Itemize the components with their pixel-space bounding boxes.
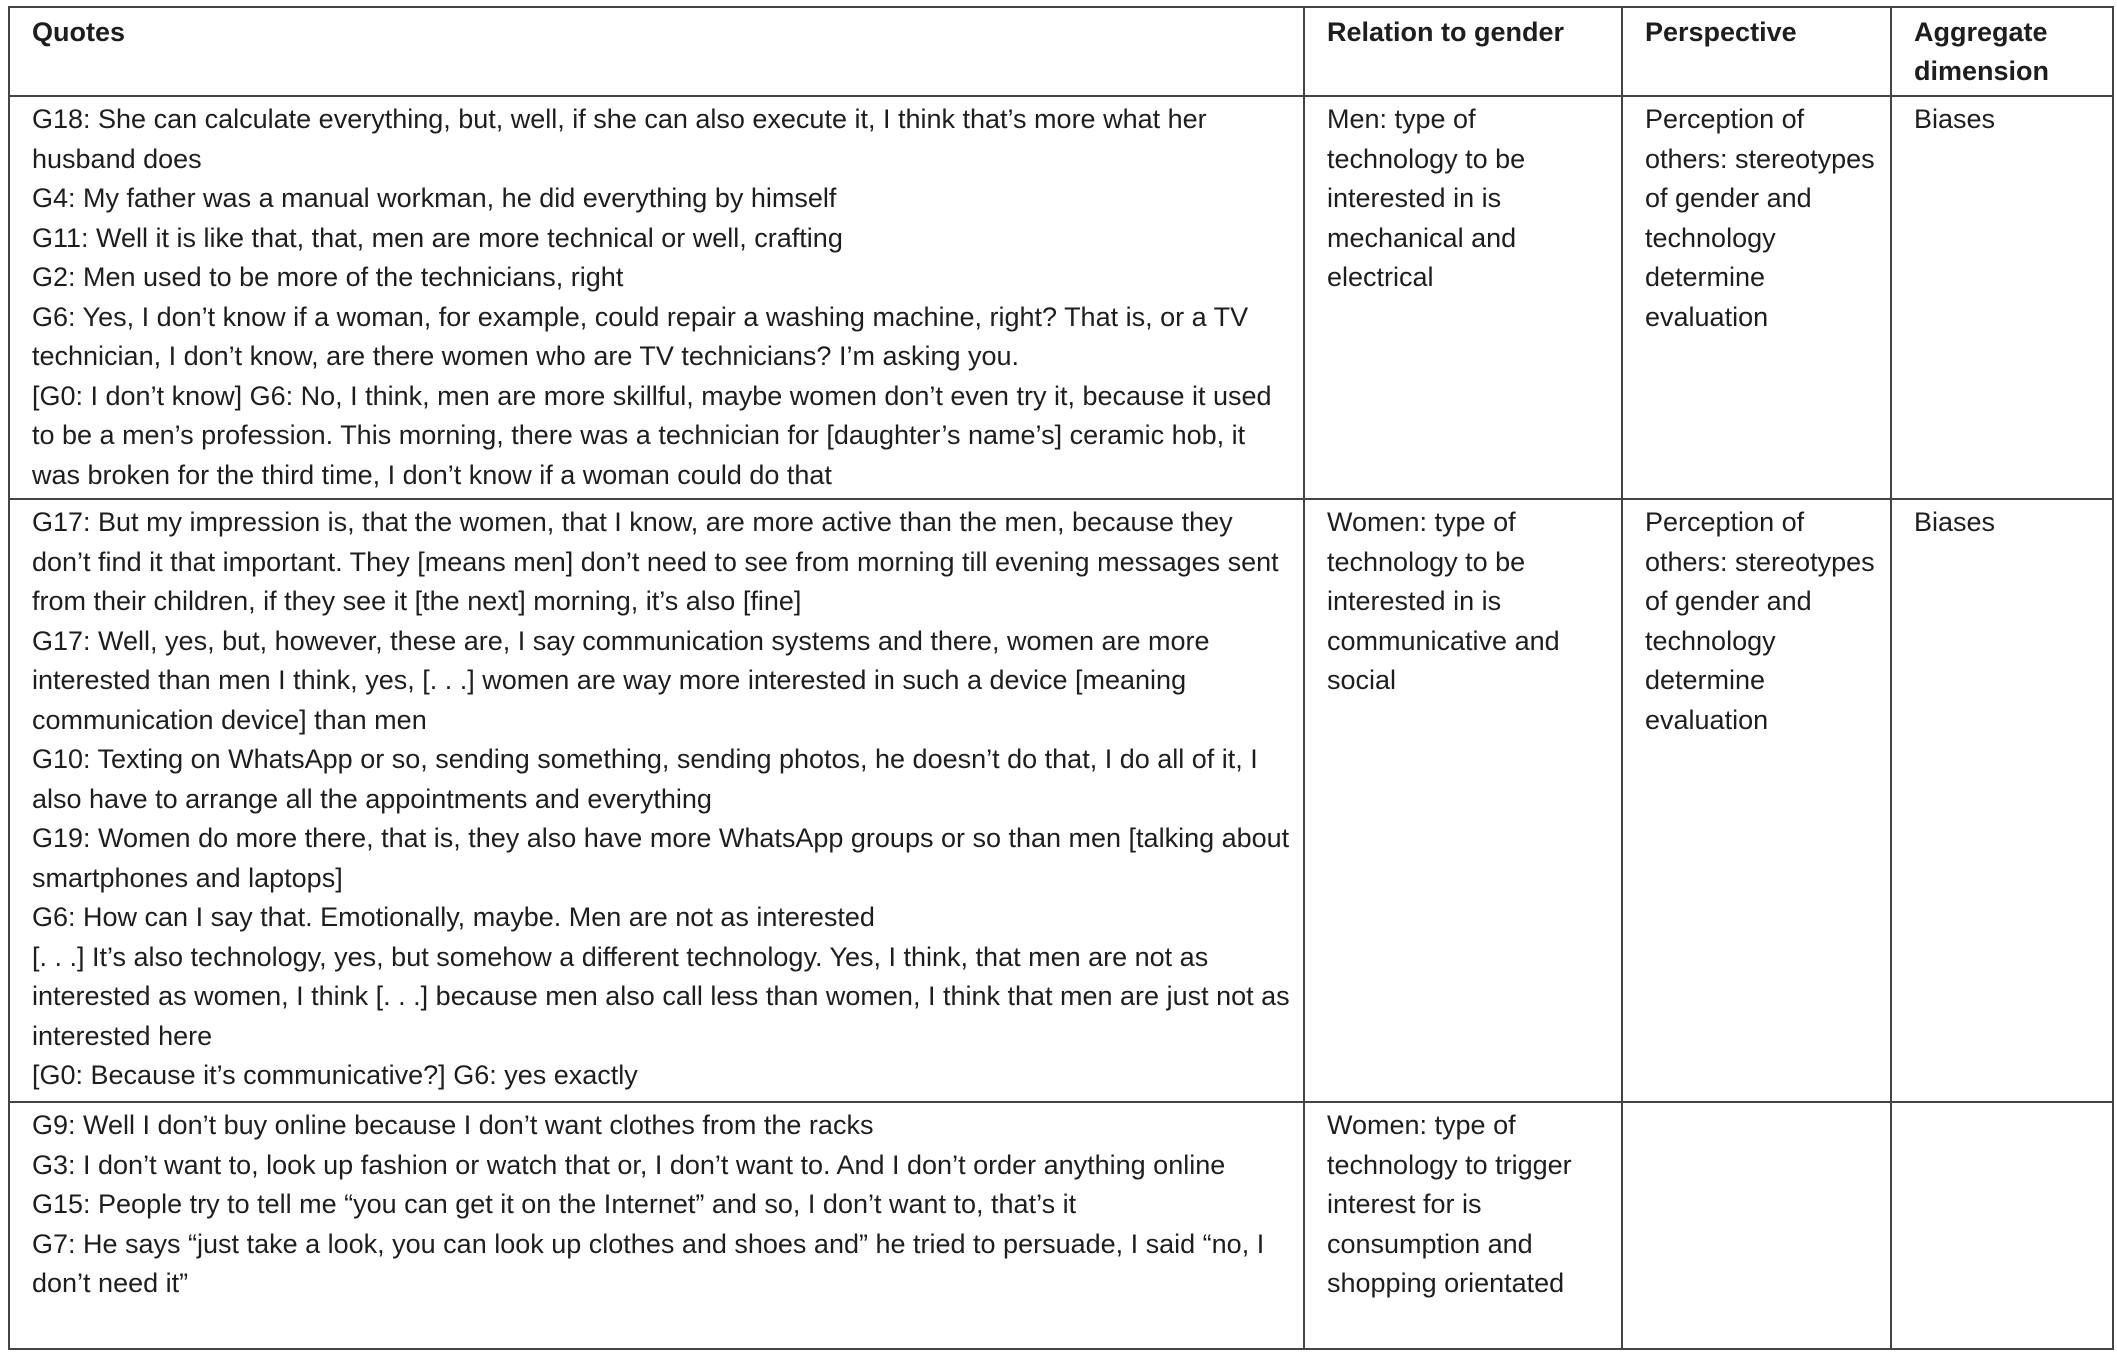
quote-line: G2: Men used to be more of the technicians, right (32, 262, 624, 292)
quote-line: G6: Yes, I don’t know if a woman, for example, could repair a washing machine, right? That is, or a TV technician, I don’t know, are there women who are TV technicians? I’m asking you. (32, 301, 1249, 371)
perspective-cell: Perception of others: stereotypes of gender and technology determine evaluation (1622, 499, 1891, 1102)
quote-line: G18: She can calculate everything, but, well, if she can also execute it, I think that’s more what her husband does (32, 104, 1207, 174)
relation-cell: Women: type of technology to trigger interest for is consumption and shopping orientated (1304, 1102, 1622, 1349)
table-header-row (9, 7, 2113, 96)
quote-line: G11: Well it is like that, that, men are more technical or well, crafting (32, 222, 843, 253)
header-quotes: Quotes (9, 7, 1304, 96)
quotes-cell (9, 1102, 1304, 1349)
quote-line: [. . .] It’s also technology, yes, but somehow a different technology. Yes, I think, that men are not as interested as women, I think [. . .] because men also call less than women, I think that men are just not as interested here (32, 941, 1290, 1051)
quote-line: G4: My father was a manual workman, he did everything by himself (32, 183, 837, 213)
table-row (9, 499, 2113, 1102)
quotes-cell (9, 96, 1304, 499)
quote-line: [G0: I don’t know] G6: No, I think, men are more skillful, maybe women don’t even try it, because it used to be a men’s profession. This morning, there was a technician for [daughter’s name’s] ceramic hob, it was broken for the third time, I don’t know if a woman could do that (32, 380, 1272, 490)
quote-line: G17: But my impression is, that the women, that I know, are more active than the men, because they don’t find it that important. They [means men] don’t need to see from morning till evening messages sent from their children, if they see it [the next] morning, it’s also [fine] (32, 507, 1279, 616)
relation-cell: Women: type of technology to be interested in is communicative and social (1304, 499, 1622, 1102)
quotes-cell (9, 499, 1304, 1102)
aggregate-cell: Biases (1891, 499, 2113, 1102)
table-row (9, 96, 2113, 499)
quote-line: [G0: Because it’s communicative?] G6: yes exactly (32, 1060, 638, 1090)
header-aggregate-dimension: Aggregate dimension (1891, 7, 2113, 96)
quote-line: G15: People try to tell me “you can get it on the Internet” and so, I don’t want to, that’s it (32, 1189, 1077, 1219)
perspective-cell: Perception of others: stereotypes of gender and technology determine evaluation (1622, 96, 1891, 499)
quote-line: G3: I don’t want to, look up fashion or watch that or, I don’t want to. And I don’t order anything online (32, 1149, 1226, 1180)
quote-line: G7: He says “just take a look, you can look up clothes and shoes and” he tried to persuade, I said “no, I don’t need it” (32, 1228, 1265, 1298)
quote-line: G10: Texting on WhatsApp or so, sending something, sending photos, he doesn’t do that, I do all of it, I also have to arrange all the appointments and everything (32, 744, 1258, 814)
header-perspective: Perspective (1622, 7, 1891, 96)
quote-line: G19: Women do more there, that is, they also have more WhatsApp groups or so than men [talking about smartphones and laptops] (32, 823, 1290, 893)
aggregate-cell: Biases (1891, 96, 2113, 499)
quote-line: G6: How can I say that. Emotionally, maybe. Men are not as interested (32, 902, 875, 932)
quote-line: G17: Well, yes, but, however, these are, I say communication systems and there, women are more interested than men I think, yes, [. . .] women are way more interested in such a device [meaning communication device] than men (32, 625, 1210, 735)
header-relation-to-gender: Relation to gender (1304, 7, 1622, 96)
aggregate-cell (1891, 1102, 2113, 1349)
table-row (9, 1102, 2113, 1349)
perspective-cell (1622, 1102, 1891, 1349)
quote-line: G9: Well I don’t buy online because I don’t want clothes from the racks (32, 1110, 874, 1140)
quotes-table (8, 6, 2114, 1350)
relation-cell: Men: type of technology to be interested in is mechanical and electrical (1304, 96, 1622, 499)
